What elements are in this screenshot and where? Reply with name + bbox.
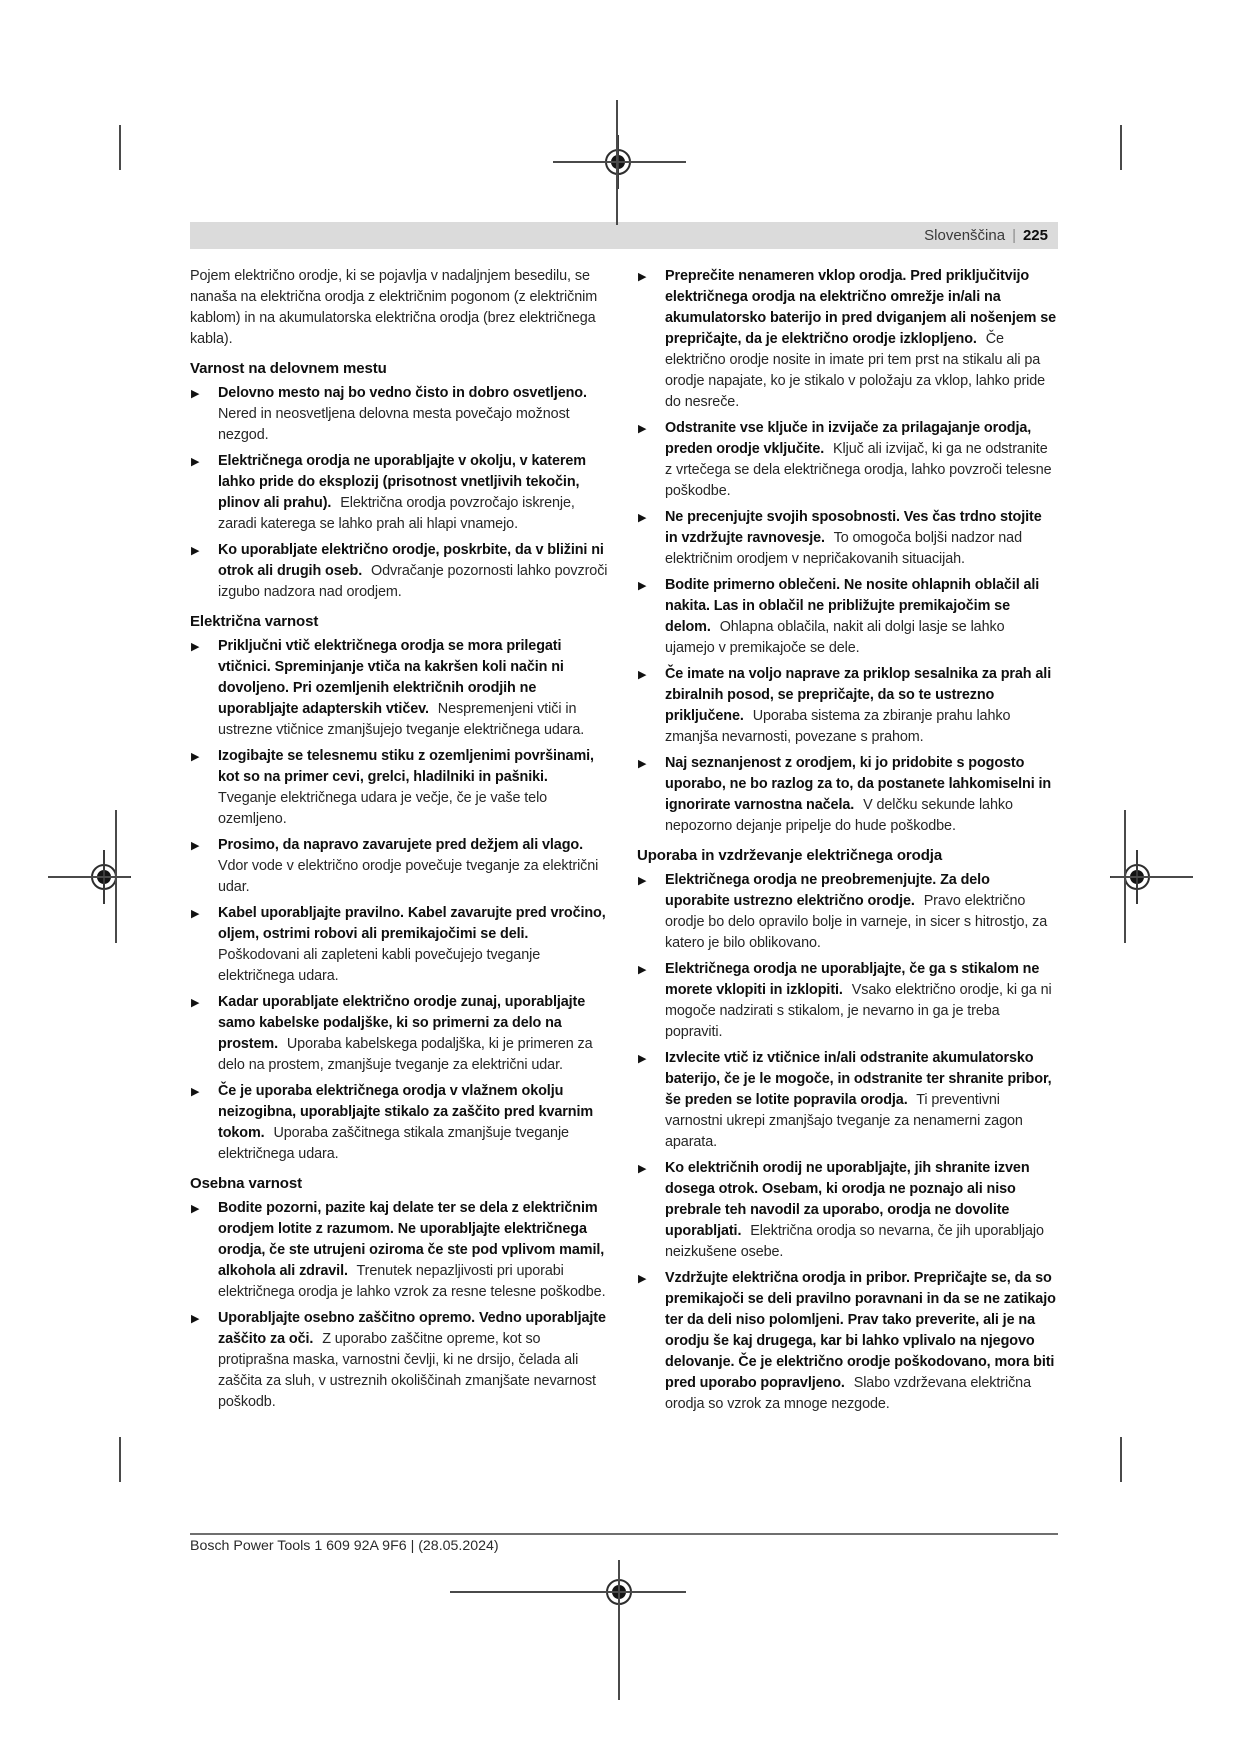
bullet-triangle-icon: ▶ bbox=[638, 668, 647, 681]
bullet-triangle-icon: ▶ bbox=[638, 963, 647, 976]
bullet-bold: Bodite primerno oblečeni. Ne nosite ohlapnih oblačil ali nakita. Las in oblačil ne približujte premikajočim se delom. bbox=[665, 577, 1040, 635]
bullet-bold: Ko električnih orodij ne uporabljajte, jih shranite izven dosega otrok. Osebam, ki orodja ne poznajo ali niso prebrale teh navodil za uporabo, orodja ne dovolite uporabljati. bbox=[665, 1160, 1030, 1239]
bullet-triangle-icon: ▶ bbox=[191, 750, 200, 763]
trim-line-left-horizontal bbox=[48, 876, 130, 878]
section-heading-workplace-safety: Varnost na delovnem mestu bbox=[190, 360, 387, 377]
bullet-text: Uporaba zaščitnega stikala zmanjšuje tveganje električnega udara. bbox=[218, 1125, 569, 1162]
bullet-bold: Naj seznanjenost z orodjem, ki jo pridobite s pogosto uporabo, ne bo razlog za to, da postanete lahkomiselni in ignorirate varnostna načela. bbox=[665, 755, 1052, 813]
safety-bullet bbox=[190, 903, 610, 987]
header-separator: | bbox=[1012, 227, 1016, 244]
trim-line-bottom-horizontal bbox=[450, 1591, 686, 1593]
bullet-bold: Bodite pozorni, pazite kaj delate ter se dela z električnim orodjem lotite z razumom. Ne uporabljajte električnega orodja, če ste utrujeni oziroma če ste pod vplivom mamil, alkohola ali zdravil. bbox=[218, 1200, 605, 1279]
bullet-triangle-icon: ▶ bbox=[638, 422, 647, 435]
trim-line-bottom-vertical bbox=[618, 1560, 620, 1700]
safety-bullet bbox=[190, 383, 610, 446]
bullet-text: Ključ ali izvijač, ki ga ne odstranite z vrtečega se dela električnega orodja, lahko povzroči telesne poškodbe. bbox=[665, 441, 1052, 499]
bullet-bold: Preprečite nenameren vklop orodja. Pred priključitvijo električnega orodja na električno omrežje in/ali na akumulatorsko baterijo in pred dviganjem ali nošenjem se prepričajte, da je električno orodje izklopljeno. bbox=[665, 268, 1057, 347]
bullet-text: Če električno orodje nosite in imate pri tem prst na stikalu ali pa orodje napajate, ko je stikalo v položaju za vklop, lahko pride do nesreče. bbox=[665, 331, 1046, 410]
bullet-bold: Električnega orodja ne preobremenjujte. Za delo uporabite ustrezno električno orodje. bbox=[665, 872, 990, 909]
bullet-bold: Prosimo, da napravo zavarujete pred dežjem ali vlago. bbox=[218, 837, 583, 853]
safety-bullet bbox=[637, 1158, 1057, 1263]
column-right bbox=[637, 266, 1057, 1420]
safety-bullet bbox=[190, 746, 610, 830]
safety-bullet bbox=[637, 1048, 1057, 1153]
bullet-text: V delčku sekunde lahko nepozorno dejanje pripelje do hude poškodbe. bbox=[665, 797, 1013, 834]
text-columns bbox=[190, 266, 1058, 1420]
footer-imprint: Bosch Power Tools 1 609 92A 9F6 | (28.05.2024) bbox=[190, 1538, 499, 1554]
trim-tick-top-left bbox=[119, 125, 121, 170]
bullet-bold: Delovno mesto naj bo vedno čisto in dobro osvetljeno. bbox=[218, 385, 587, 401]
trim-tick-top-right bbox=[1120, 125, 1122, 170]
safety-bullet bbox=[190, 1308, 610, 1413]
safety-bullet bbox=[637, 418, 1057, 502]
safety-bullet bbox=[637, 575, 1057, 659]
safety-bullet bbox=[190, 1198, 610, 1303]
safety-bullet bbox=[637, 753, 1057, 837]
safety-bullet bbox=[190, 636, 610, 741]
bullet-text: Električna orodja povzročajo iskrenje, zaradi katerega se lahko prah ali hlapi vnamejo. bbox=[218, 495, 575, 532]
bullet-bold: Električnega orodja ne uporabljajte v okolju, v katerem lahko pride do eksplozij (prisotnost vnetljivih tekočin, plinov ali prahu). bbox=[218, 453, 586, 511]
header-page-number: 225 bbox=[1022, 227, 1048, 244]
bullet-text: Ohlapna oblačila, nakit ali dolgi lasje se lahko ujamejo v premikajoče se dele. bbox=[665, 619, 1005, 656]
bullet-triangle-icon: ▶ bbox=[638, 511, 647, 524]
trim-tick-bottom-right bbox=[1120, 1437, 1122, 1482]
bullet-bold: Priključni vtič električnega orodja se mora prilegati vtičnici. Spreminjanje vtiča na kakršen koli način ni dovoljeno. Pri ozemljenih električnih orodjih ne uporabljajte adapterskih vtičev. bbox=[218, 638, 564, 717]
bullet-triangle-icon: ▶ bbox=[638, 1052, 647, 1065]
bullet-bold: Kabel uporabljajte pravilno. Kabel zavarujte pred vročino, oljem, ostrimi robovi ali premikajočimi se deli. bbox=[218, 905, 606, 942]
trim-tick-bottom-left bbox=[119, 1437, 121, 1482]
safety-bullet bbox=[637, 870, 1057, 954]
bullet-triangle-icon: ▶ bbox=[191, 455, 200, 468]
bullet-text: Tveganje električnega udara je večje, če je vaše telo ozemljeno. bbox=[218, 790, 548, 827]
bullet-bold: Kadar uporabljate električno orodje zunaj, uporabljajte samo kabelske podaljške, ki so primerni za delo na prostem. bbox=[218, 994, 586, 1052]
bullet-text: Poškodovani ali zapleteni kabli povečujejo tveganje električnega udara. bbox=[218, 947, 541, 984]
bullet-text: To omogoča boljši nadzor nad električnim orodjem v nepričakovanih situacijah. bbox=[665, 530, 1022, 567]
safety-bullet bbox=[190, 540, 610, 603]
bullet-bold: Izvlecite vtič iz vtičnice in/ali odstranite akumulatorsko baterijo, če je le mogoče, in odstranite ter shranite pribor, še preden se lotite popravila orodja. bbox=[665, 1050, 1052, 1108]
bullet-bold: Ko uporabljate električno orodje, poskrbite, da v bližini ni otrok ali drugih oseb. bbox=[218, 542, 604, 579]
bullet-text: Z uporabo zaščitne opreme, kot so protiprašna maska, varnostni čevlji, ki ne drsijo, čelada ali zaščita za sluh, v ustreznih okoliščinah zmanjšate nevarnost poškodb. bbox=[218, 1331, 596, 1410]
bullet-triangle-icon: ▶ bbox=[638, 874, 647, 887]
trim-line-top-horizontal bbox=[553, 161, 686, 163]
bullet-text: Nered in neosvetljena delovna mesta povečajo možnost nezgod. bbox=[218, 406, 570, 443]
bullet-bold: Uporabljajte osebno zaščitno opremo. Vedno uporabljajte zaščito za oči. bbox=[218, 1310, 606, 1347]
bullet-bold: Če imate na voljo naprave za priklop sesalnika za prah ali zbiralnih posod, se prepričajte, da so te ustrezno priključene. bbox=[665, 666, 1052, 724]
column-left bbox=[190, 266, 610, 1420]
bullet-text: Električna orodja so nevarna, če jih uporabljajo neizkušene osebe. bbox=[665, 1223, 1044, 1260]
intro-paragraph: Pojem električno orodje, ki se pojavlja v nadaljnjem besedilu, se nanaša na električna orodja z električnim pogonom (z električnim kablom) in na akumulatorska električna orodja (brez električnega kabla). bbox=[190, 268, 598, 347]
section-heading-tool-use-care: Uporaba in vzdrževanje električnega orodja bbox=[637, 847, 943, 864]
bullet-triangle-icon: ▶ bbox=[638, 1162, 647, 1175]
bullet-text: Odvračanje pozornosti lahko povzroči izgubo nadzora nad orodjem. bbox=[218, 563, 608, 600]
bullet-triangle-icon: ▶ bbox=[191, 1085, 200, 1098]
bullet-bold: Odstranite vse ključe in izvijače za prilagajanje orodja, preden orodje vključite. bbox=[665, 420, 1032, 457]
safety-bullet bbox=[637, 507, 1057, 570]
footer-rule bbox=[190, 1533, 1058, 1535]
section-heading-personal-safety: Osebna varnost bbox=[190, 1175, 302, 1192]
bullet-bold: Vzdržujte električna orodja in pribor. Prepričajte se, da so premikajoči se deli pravilno poravnani in da se ne zatikajo ter da deli niso polomljeni. Prav tako preverite, ali je na orodju še kaj drugega, kar bi lahko vplivalo na njegovo delovanje. Če je električno orodje poškodovano, mora biti pred uporabo popravljeno. bbox=[665, 1270, 1056, 1391]
safety-bullet bbox=[190, 1081, 610, 1165]
page-header-bar bbox=[190, 222, 1058, 249]
safety-bullet bbox=[637, 664, 1057, 748]
header-language-label: Slovenščina bbox=[924, 227, 1006, 244]
bullet-triangle-icon: ▶ bbox=[191, 387, 200, 400]
bullet-bold: Če je uporaba električnega orodja v vlažnem okolju neizogibna, uporabljajte stikalo za zaščito pred kvarnim tokom. bbox=[218, 1083, 594, 1141]
section-heading-electrical-safety: Električna varnost bbox=[190, 613, 319, 630]
bullet-triangle-icon: ▶ bbox=[191, 1312, 200, 1325]
bullet-text: Uporaba sistema za zbiranje prahu lahko zmanjša nevarnosti, povezane s prahom. bbox=[665, 708, 1011, 745]
safety-bullet bbox=[637, 266, 1057, 413]
bullet-triangle-icon: ▶ bbox=[191, 640, 200, 653]
bullet-text: Pravo električno orodje bo delo opravilo bolje in varneje, in sicer s hitrostjo, za katero je bilo oblikovano. bbox=[665, 893, 1048, 951]
bullet-triangle-icon: ▶ bbox=[638, 757, 647, 770]
bullet-text: Vsako električno orodje, ki ga ni mogoče nadzirati s stikalom, je nevarno in ga je treba popraviti. bbox=[665, 982, 1052, 1040]
safety-bullet bbox=[190, 992, 610, 1076]
bullet-triangle-icon: ▶ bbox=[638, 579, 647, 592]
bullet-triangle-icon: ▶ bbox=[191, 544, 200, 557]
bullet-text: Slabo vzdrževana električna orodja so vzrok za mnoge nezgode. bbox=[665, 1375, 1031, 1412]
safety-bullet bbox=[637, 1268, 1057, 1415]
safety-bullet bbox=[190, 835, 610, 898]
bullet-bold: Ne precenjujte svojih sposobnosti. Ves čas trdno stojite in vzdržujte ravnovesje. bbox=[665, 509, 1042, 546]
bullet-text: Uporaba kabelskega podaljška, ki je primeren za delo na prostem, zmanjšuje tveganje za električni udar. bbox=[218, 1036, 593, 1073]
safety-bullet bbox=[190, 451, 610, 535]
safety-bullet bbox=[637, 959, 1057, 1043]
bullet-bold: Električnega orodja ne uporabljajte, če ga s stikalom ne morete vklopiti in izklopiti. bbox=[665, 961, 1040, 998]
bullet-triangle-icon: ▶ bbox=[638, 1272, 647, 1285]
bullet-triangle-icon: ▶ bbox=[191, 1202, 200, 1215]
bullet-text: Trenutek nepazljivosti pri uporabi električnega orodja je lahko vzrok za resne telesne poškodbe. bbox=[218, 1263, 606, 1300]
bullet-text: Vdor vode v električno orodje povečuje tveganje za električni udar. bbox=[218, 858, 599, 895]
bullet-bold: Izogibajte se telesnemu stiku z ozemljenimi površinami, kot so na primer cevi, grelci, hladilniki in pašniki. bbox=[218, 748, 594, 785]
bullet-triangle-icon: ▶ bbox=[191, 839, 200, 852]
bullet-triangle-icon: ▶ bbox=[638, 270, 647, 283]
bullet-triangle-icon: ▶ bbox=[191, 907, 200, 920]
bullet-text: Nespremenjeni vtiči in ustrezne vtičnice zmanjšujejo tveganje električnega udara. bbox=[218, 701, 585, 738]
bullet-text: Ti preventivni varnostni ukrepi zmanjšajo tveganje za nenamerni zagon aparata. bbox=[665, 1092, 1023, 1150]
bullet-triangle-icon: ▶ bbox=[191, 996, 200, 1009]
trim-line-right-horizontal bbox=[1111, 876, 1193, 878]
